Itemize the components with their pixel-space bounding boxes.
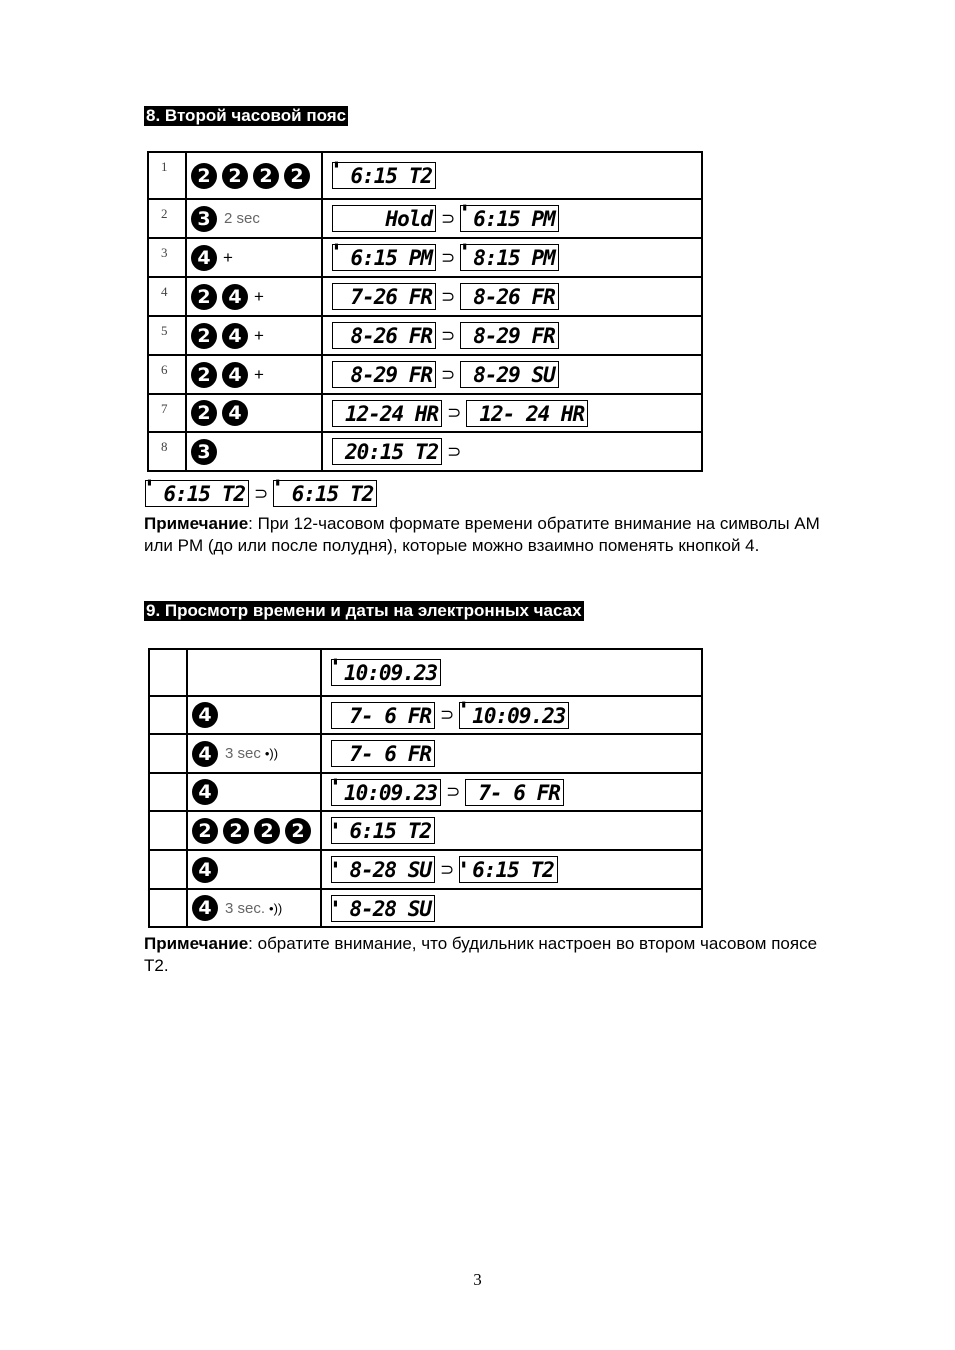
note-text: : обратите внимание, что будильник настроен во втором часовом поясе T2. (144, 934, 818, 975)
note-label: Примечание (144, 514, 249, 533)
step-display-cell (321, 649, 702, 696)
lcd-display (331, 740, 435, 767)
button-4-icon: 4 (222, 323, 248, 349)
lcd-text: 10:09.23 (472, 703, 566, 728)
display-sequence (322, 856, 701, 883)
button-2-icon: 2 (253, 163, 279, 189)
step-keys-cell (186, 432, 322, 471)
step-number (149, 889, 187, 927)
lcd-text: 12-24 HR (345, 401, 439, 426)
lcd-text: 8-26 FR (350, 324, 432, 348)
transition-arrow-icon: ⊃ (254, 483, 269, 504)
table-row (148, 316, 702, 355)
step-number (149, 773, 187, 811)
lcd-text: 6:15 PM (473, 207, 555, 231)
section-8-note (144, 513, 824, 557)
step-number (149, 811, 187, 850)
display-sequence (322, 817, 701, 844)
button-3-icon: 3 (191, 439, 217, 465)
beep-icon: •)) (269, 900, 283, 916)
lcd-display (465, 779, 564, 806)
key-sequence (188, 818, 320, 844)
lcd-display (273, 480, 377, 507)
lcd-indicator-icon: ▘ (463, 245, 469, 256)
display-sequence (323, 205, 701, 232)
step-number (149, 734, 187, 773)
key-sequence (188, 857, 320, 883)
lcd-text: 8-26 FR (473, 285, 555, 309)
key-sequence (187, 163, 321, 189)
table-row (149, 649, 702, 696)
step-keys-cell (187, 811, 321, 850)
lcd-indicator-icon: ▘ (276, 481, 282, 492)
button-2-icon: 2 (191, 362, 217, 388)
plus-sign: + (223, 247, 233, 267)
step-display-cell (322, 199, 702, 238)
lcd-indicator-icon: ▘ (335, 163, 341, 174)
table-row (148, 199, 702, 238)
hold-duration: 3 sec (225, 745, 261, 762)
step-keys-cell (187, 773, 321, 811)
transition-arrow-icon: ⊃ (440, 859, 455, 880)
lcd-indicator-icon: ▘ (148, 481, 154, 492)
key-sequence (187, 245, 321, 271)
key-sequence (188, 702, 320, 728)
display-sequence (323, 400, 701, 427)
step-number (149, 850, 187, 889)
lcd-text: 6:15 T2 (350, 164, 432, 188)
lcd-display (331, 856, 435, 883)
transition-arrow-icon: ⊃ (447, 441, 462, 462)
section-8-title: 8. Второй часовой пояс (146, 106, 347, 125)
section-9-note (144, 933, 824, 977)
lcd-indicator-icon: ▖ (334, 895, 340, 907)
table-row (149, 773, 702, 811)
lcd-display (331, 659, 441, 686)
beep-icon: •)) (264, 746, 279, 761)
lcd-text: 10:09.23 (344, 780, 438, 805)
lcd-text: 8-29 FR (473, 324, 555, 348)
section-8-table (147, 151, 703, 472)
step-display-cell (322, 316, 702, 355)
lcd-text: 6:15 T2 (349, 819, 431, 843)
lcd-display (460, 322, 559, 349)
key-sequence (187, 323, 321, 349)
table-row (149, 850, 702, 889)
button-2-icon: 2 (192, 818, 218, 844)
transition-arrow-icon: ⊃ (447, 403, 462, 423)
key-sequence (187, 439, 321, 465)
table-row (148, 355, 702, 394)
lcd-display (460, 205, 559, 232)
step-number: 5 (148, 316, 186, 355)
lcd-display (460, 244, 559, 271)
transition-arrow-icon: ⊃ (441, 364, 456, 385)
lcd-display (331, 817, 435, 844)
step-keys-cell (187, 696, 321, 734)
lcd-indicator-icon: ▖ (462, 857, 468, 868)
table-row (149, 696, 702, 734)
button-4-icon: 4 (222, 400, 248, 426)
lcd-text: 8-29 SU (473, 363, 555, 387)
lcd-indicator-icon: ▘ (334, 779, 340, 791)
button-2-icon: 2 (191, 323, 217, 349)
hold-duration: 3 sec. (225, 899, 266, 917)
lcd-display (331, 779, 441, 806)
button-4-icon: 4 (192, 702, 218, 728)
table-row (149, 811, 702, 850)
button-3-icon: 3 (191, 206, 217, 232)
table-row (148, 238, 702, 277)
lcd-text: 7- 6 FR (478, 780, 560, 805)
step-keys-cell (186, 199, 322, 238)
lcd-indicator-icon: ▘ (334, 660, 340, 671)
lcd-display (460, 361, 559, 388)
lcd-text: 6:15 T2 (163, 482, 245, 506)
step-display-cell (322, 432, 702, 471)
key-sequence (187, 284, 321, 310)
button-2-icon: 2 (254, 818, 280, 844)
section-9-title: 9. Просмотр времени и даты на электронных часах (146, 601, 582, 620)
lcd-text: 10:09.23 (344, 661, 438, 685)
step-number: 1 (148, 152, 186, 199)
hold-duration: 2 sec (224, 210, 260, 227)
button-2-icon: 2 (285, 818, 311, 844)
button-4-icon: 4 (192, 895, 218, 921)
table-row (148, 394, 702, 432)
lcd-display (332, 322, 436, 349)
lcd-indicator-icon: ▘ (462, 702, 468, 714)
step-number (149, 696, 187, 734)
step-display-cell (322, 277, 702, 316)
lcd-text: 6:15 PM (350, 246, 432, 270)
button-4-icon: 4 (192, 857, 218, 883)
lcd-text: 8-28 SU (349, 896, 431, 921)
step-display-cell (321, 734, 702, 773)
lcd-indicator-icon: ▖ (334, 857, 340, 868)
transition-arrow-icon: ⊃ (441, 286, 456, 307)
step-keys-cell (187, 850, 321, 889)
key-sequence (188, 741, 320, 767)
lcd-text: 8-29 FR (350, 363, 432, 387)
lcd-display (332, 400, 442, 427)
step-display-cell (322, 152, 702, 199)
display-sequence (322, 779, 701, 806)
lcd-text: Hold (385, 207, 432, 231)
step-keys-cell (187, 649, 321, 696)
transition-arrow-icon: ⊃ (446, 782, 461, 802)
table-row (149, 734, 702, 773)
key-sequence (188, 895, 320, 921)
display-sequence (322, 740, 701, 767)
transition-arrow-icon: ⊃ (441, 325, 456, 346)
step-number (149, 649, 187, 696)
lcd-text: 20:15 T2 (345, 440, 439, 464)
display-sequence (323, 361, 701, 388)
step-keys-cell (187, 734, 321, 773)
button-4-icon: 4 (192, 779, 218, 805)
lcd-display (332, 162, 436, 189)
lcd-text: 7- 6 FR (349, 742, 431, 766)
lcd-display (332, 438, 442, 465)
lcd-indicator-icon: ▘ (335, 245, 341, 256)
step-number: 7 (148, 394, 186, 432)
step-display-cell (321, 811, 702, 850)
step-number: 4 (148, 277, 186, 316)
step-number: 2 (148, 199, 186, 238)
display-sequence (323, 244, 701, 271)
lcd-text: 7-26 FR (350, 285, 432, 309)
table-row (148, 277, 702, 316)
display-sequence (323, 283, 701, 310)
display-sequence (323, 162, 701, 189)
lcd-text: 12- 24 HR (479, 401, 585, 426)
step-display-cell (322, 355, 702, 394)
lcd-display (145, 480, 249, 507)
lcd-display (332, 361, 436, 388)
lcd-display (332, 244, 436, 271)
step-number: 8 (148, 432, 186, 471)
lcd-text: 7- 6 FR (349, 703, 431, 728)
page-number: 3 (473, 1270, 482, 1289)
button-2-icon: 2 (191, 163, 217, 189)
button-2-icon: 2 (284, 163, 310, 189)
note-label: Примечание (144, 934, 249, 953)
step-keys-cell (187, 889, 321, 927)
display-sequence (322, 702, 701, 729)
section-8-result-displays (145, 480, 377, 507)
lcd-display (332, 205, 436, 232)
lcd-text: 6:15 T2 (291, 482, 374, 506)
plus-sign: + (254, 325, 264, 345)
step-display-cell (321, 850, 702, 889)
lcd-display (332, 283, 436, 310)
lcd-indicator-icon: ▘ (463, 206, 469, 217)
display-sequence (322, 659, 701, 686)
plus-sign: + (254, 286, 264, 306)
key-sequence (187, 362, 321, 388)
step-keys-cell (186, 355, 322, 394)
lcd-display (466, 400, 588, 427)
step-display-cell (321, 696, 702, 734)
button-4-icon: 4 (192, 741, 218, 767)
lcd-display (459, 702, 569, 729)
step-keys-cell (186, 316, 322, 355)
key-sequence (188, 779, 320, 805)
lcd-display (460, 283, 559, 310)
step-keys-cell (186, 238, 322, 277)
transition-arrow-icon: ⊃ (441, 208, 456, 229)
button-2-icon: 2 (223, 818, 249, 844)
note-text: : При 12-часовом формате времени обратите внимание на символы AM или PM (до или после полудня), которые можно взаимно поменять кнопкой 4. (144, 514, 820, 555)
lcd-text: 6:15 T2 (472, 858, 554, 882)
step-display-cell (322, 394, 702, 432)
lcd-display (331, 895, 435, 922)
section-9-table (148, 648, 703, 928)
lcd-text: 8:15 PM (473, 246, 555, 270)
display-sequence (323, 322, 701, 349)
key-sequence (187, 206, 321, 232)
step-keys-cell (186, 152, 322, 199)
button-4-icon: 4 (222, 362, 248, 388)
table-row (149, 889, 702, 927)
table-row (148, 432, 702, 471)
step-display-cell (321, 889, 702, 927)
step-keys-cell (186, 277, 322, 316)
button-4-icon: 4 (191, 245, 217, 271)
display-sequence (322, 895, 701, 922)
plus-sign: + (254, 364, 264, 384)
display-sequence (323, 438, 701, 465)
step-number: 3 (148, 238, 186, 277)
step-keys-cell (186, 394, 322, 432)
lcd-text: 8-28 SU (349, 858, 431, 882)
button-4-icon: 4 (222, 284, 248, 310)
table-row (148, 152, 702, 199)
transition-arrow-icon: ⊃ (440, 705, 455, 725)
transition-arrow-icon: ⊃ (441, 247, 456, 268)
lcd-display (459, 856, 558, 883)
step-display-cell (322, 238, 702, 277)
button-2-icon: 2 (191, 284, 217, 310)
button-2-icon: 2 (191, 400, 217, 426)
key-sequence (187, 400, 321, 426)
step-display-cell (321, 773, 702, 811)
lcd-indicator-icon: ▖ (334, 818, 340, 829)
lcd-display (331, 702, 435, 729)
button-2-icon: 2 (222, 163, 248, 189)
step-number: 6 (148, 355, 186, 394)
